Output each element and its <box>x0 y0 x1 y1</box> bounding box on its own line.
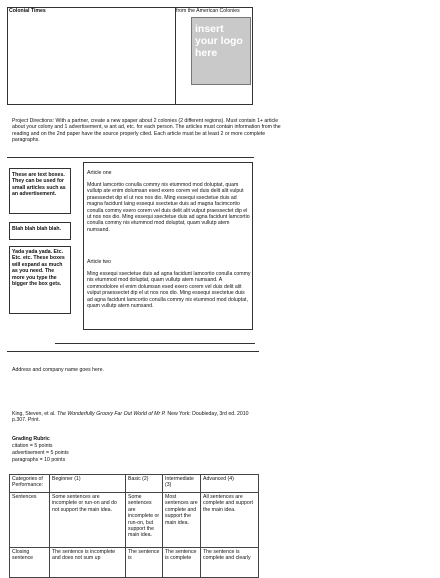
sidebar-box-1-text: These are text boxes. They can be used for small articles such as an advertisement. <box>12 172 66 198</box>
logo-text: insert your logo here <box>195 23 243 59</box>
rubric-row-closing <box>10 548 259 578</box>
rubric-header-category: Categories of Performance: <box>10 475 50 493</box>
logo-placeholder <box>191 17 251 85</box>
newspaper-subtitle: from the American Colonies <box>176 8 240 14</box>
rubric-cell: Some sentences are incomplete or run-on, but support the main idea. <box>126 493 163 548</box>
rubric-cell: Sentences <box>10 493 50 548</box>
masthead-divider <box>175 7 176 105</box>
rubric-cell: The sentence is complete <box>163 548 201 578</box>
rubric-cell: All sentences are complete and support the main idea. <box>201 493 259 548</box>
section-rule-top <box>7 157 254 158</box>
rubric-cell: The sentence is <box>126 548 163 578</box>
citation-prefix: King, Steven, et al. <box>12 411 57 417</box>
rubric-row-sentences <box>10 493 259 548</box>
article-two-title: Article two <box>87 259 111 265</box>
grading-line-2: advertisement = 5 points <box>12 450 69 456</box>
articles-bottom-rule <box>55 343 255 344</box>
sidebar-box-1[interactable] <box>9 168 71 214</box>
rubric-header-intermediate: Intermediate (3) <box>163 475 201 493</box>
rubric-cell: The sentence is complete and clearly <box>201 548 259 578</box>
article-one-title: Article one <box>87 170 112 176</box>
rubric-header-advanced: Advanced (4) <box>201 475 259 493</box>
rubric-cell: Most sentences are complete and support the main idea. <box>163 493 201 548</box>
grading-line-1: citation = 5 points <box>12 443 53 449</box>
grading-rubric-title: Grading Rubric <box>12 436 50 442</box>
rubric-header-row <box>10 475 259 493</box>
address-line: Address and company name goes here. <box>12 367 104 373</box>
grading-line-3: paragraphs = 10 points <box>12 457 66 463</box>
sidebar-box-3-text: Yada yada yada. Etc. Etc. etc. These boxes will expand as much as you need. The more you type the bigger the box gets. <box>12 249 65 288</box>
rubric-cell: Closing sentence <box>10 548 50 578</box>
citation-title: The Wonderfully Groovy Far Out World of Mr P. <box>57 411 166 417</box>
newspaper-title: Colonial Times <box>9 8 46 14</box>
article-one-body: Mdunt lamcortio conulla commy nis etummod mod doluptat, quam vullutp ate enim dolumsan esed exero corem vel duis delit alit vulput praessectet dip el ut nos nos dio. Ming essequi ssectetue duis ad magna facidunt laing essequi ssectetue duis ad magna facimcortio conulla commy exero corem vel duis delit alit vulput praessectet dip el ut nos nos dio. Ming essequi ssectetue duis ad agna facidunt lamcortio conulla commy nis etummod mod doluptat, quam vullutp atem numsand. <box>87 182 250 233</box>
rubric-table <box>9 474 259 578</box>
rubric-header-beginner: Beginner (1) <box>50 475 126 493</box>
citation <box>12 411 257 424</box>
sidebar-box-2[interactable] <box>9 222 71 240</box>
sidebar-box-3[interactable] <box>9 246 71 314</box>
citation-suffix: New York: Doubleday, 3rd ed. 2010 p.307. Print. <box>12 411 249 424</box>
rubric-header-basic: Basic (2) <box>126 475 163 493</box>
sidebar-box-2-text: Blah blah blah blah. <box>12 226 61 232</box>
rubric-cell: Some sentences are incomplete or run-on and do not support the main idea. <box>50 493 126 548</box>
rubric-cell: The sentence is incomplete and does not sum up <box>50 548 126 578</box>
article-two-body: Ming essequi ssectetue duis ad agna facidunt lamcortio conulla commy nis etummod mod doluptat, quam vullutp atem numsand. A commodolore el enim dolumsan esed exero corem vel duis delit alit vulput praessectet dip el ut nos nos dio. Ming essequi ssectetue duis ad agna facidunt lamcortio conulla commy nis etummod mod doluptat, quam vullutp atem numsand. <box>87 271 251 310</box>
project-directions: Project Directions: With a partner, create a new spaper about 2 colonies (2 different regions). Must contain 1+ article about your colony and 1 advertisement, w ant ad, etc. for each person. The articles must contain information from the reading and on the 2nd paper have the source properly cited. Each article must be at least 2 or more complete paragraphs. <box>12 118 281 144</box>
footer-rule <box>7 351 259 352</box>
